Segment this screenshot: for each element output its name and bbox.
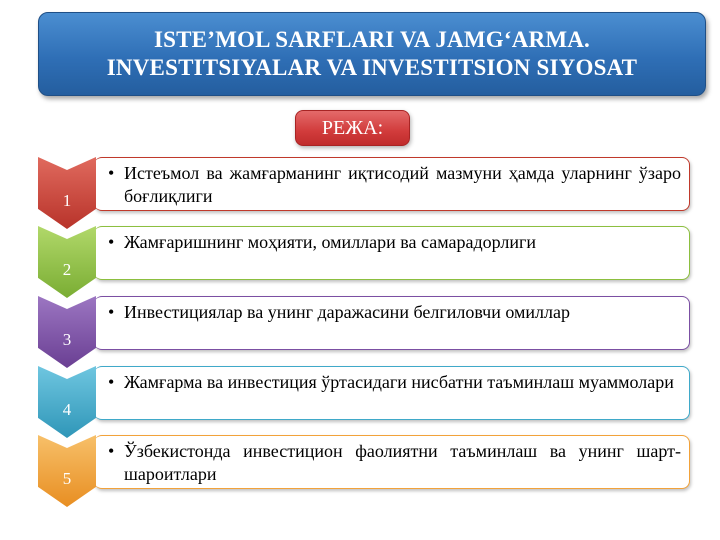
bullet-icon: • — [108, 441, 115, 461]
item-panel — [94, 296, 690, 350]
item-panel — [94, 435, 690, 489]
item-text: Жамғаришнинг моҳияти, омиллари ва самарадорлиги — [124, 232, 537, 252]
item-panel — [94, 157, 690, 211]
item-panel — [94, 226, 690, 280]
title-line-1: ISTE’MOL SARFLARI VA JAMG‘ARMA. — [153, 27, 590, 52]
item-number: 2 — [62, 260, 72, 279]
item-number: 5 — [62, 469, 72, 488]
item-number: 1 — [62, 191, 72, 210]
bullet-icon: • — [108, 302, 115, 322]
item-text: Инвестициялар ва унинг даражасини белгиловчи омиллар — [124, 302, 570, 322]
plan-label: РЕЖА: — [295, 110, 410, 146]
list-item-5 — [38, 435, 690, 501]
item-number: 3 — [62, 330, 72, 349]
list-item-2 — [38, 226, 690, 292]
item-text: Жамғарма ва инвестиция ўртасидаги нисбатни таъминлаш муаммолари — [124, 372, 674, 392]
list-item-1 — [38, 157, 690, 223]
title-line-2: INVESTITSIYALAR VA INVESTITSION SIYOSAT — [106, 55, 638, 80]
title-banner — [38, 12, 706, 96]
bullet-icon: • — [108, 232, 115, 252]
bullet-icon: • — [108, 163, 115, 183]
list-item-4 — [38, 366, 690, 432]
list-item-3 — [38, 296, 690, 362]
item-panel — [94, 366, 690, 420]
bullet-icon: • — [108, 372, 115, 392]
item-text: Истеъмол ва жамғарманинг иқтисодий мазмуни ҳамда уларнинг ўзаро боғлиқлиги — [124, 163, 681, 206]
item-number: 4 — [62, 400, 72, 419]
item-text: Ўзбекистонда инвестицион фаолиятни таъминлаш ва унинг шарт-шароитлари — [124, 441, 681, 484]
